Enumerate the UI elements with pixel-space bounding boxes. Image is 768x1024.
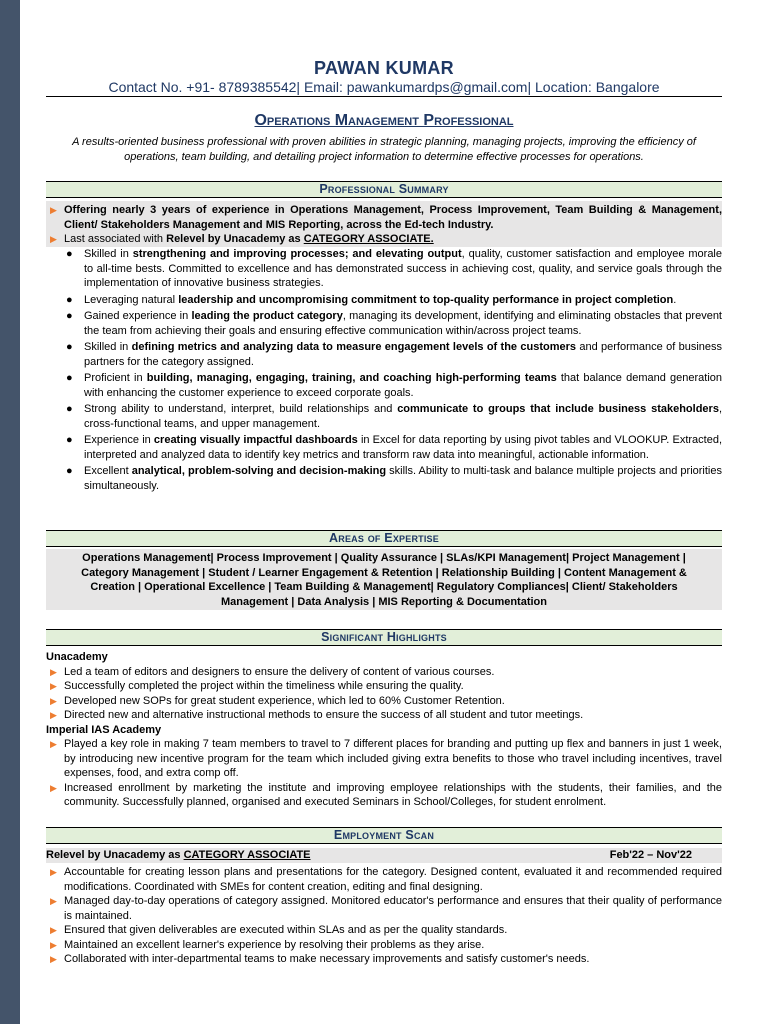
list-item: ▶ Played a key role in making 7 team members to travel to 7 different places for branding and putting up flex and banners in just 1 week, by introducing new incentive program for the team which included giving extra benefits to those who travel including incentives, travel expenses, food, and extra comp off. — [50, 738, 722, 779]
list-item: ● Strong ability to understand, interpret, build relationships and communicate to groups that include business stakeholders, cross-functional teams, and upper management. — [66, 403, 722, 430]
section-heading-expertise: Areas of Expertise — [46, 530, 722, 547]
list-item: ● Proficient in building, managing, engaging, training, and coaching high-performing teams that balance demand generation with enhancing the customer experience to exceed corporate goals. — [66, 372, 723, 399]
left-accent-bar — [0, 0, 20, 1024]
highlight-role: CATEGORY ASSOCIATE. — [303, 233, 434, 245]
company-name: Imperial IAS Academy — [46, 723, 162, 736]
list-item — [46, 203, 722, 232]
profile-headline: Operations Management Professional — [254, 112, 514, 129]
list-item: ● Skilled in strengthening and improving processes; and elevating output, quality, customer satisfaction and employee morale to all-time bests. Committed to excellence and has demonstrated success in achieving cost, quality, and service goals through the implementation of innovative business strategies. — [66, 248, 722, 289]
arrow-icon: ▶ — [50, 710, 57, 720]
list-item: ● Experience in creating visually impactful dashboards in Excel for data reporting by using pivot tables and VLOOKUP. Extracted, interpreted and analyzed data to identify key metrics and transform raw data into meaningful, actionable information. — [66, 434, 723, 461]
role-title: CATEGORY ASSOCIATE — [183, 849, 311, 861]
summary-highlights — [46, 203, 722, 247]
arrow-icon: ▶ — [50, 739, 57, 749]
company-name: Unacademy — [46, 651, 108, 663]
list-item: ● Leveraging natural leadership and uncompromising commitment to top-quality performance in project completion. — [66, 293, 677, 306]
list-item: ● Excellent analytical, problem-solving and decision-making skills. Ability to multi-task and balance multiple projects and priorities simultaneously. — [66, 465, 722, 492]
arrow-icon: ▶ — [50, 925, 57, 935]
role-row — [46, 848, 722, 863]
list-item: ▶ Successfully completed the project within the timeliness while ensuring the quality. — [50, 680, 464, 692]
list-item: ▶ Managed day-to-day operations of category assigned. Monitored educator's performance and ensures that their quality of performance is maintained. — [50, 895, 722, 922]
list-item: ▶ Ensured that given deliverables are executed within SLAs and as per the quality standards. — [50, 924, 508, 936]
candidate-name: PAWAN KUMAR — [314, 58, 454, 78]
arrow-icon: ▶ — [50, 782, 57, 793]
arrow-icon: ▶ — [50, 666, 57, 677]
highlights-content — [46, 650, 722, 810]
bullet-icon: ● — [66, 403, 73, 415]
profile-intro: A results-oriented business professional with proven abilities in strategic planning, managing projects, improving the efficiency of operations, team building, and detailing project information to determine effective processes for operations. — [72, 136, 696, 163]
arrow-icon: ▶ — [50, 896, 57, 906]
bullet-icon: ● — [66, 372, 73, 384]
arrow-icon: ▶ — [50, 205, 57, 215]
list-item: ● Skilled in defining metrics and analyzing data to measure engagement levels of the customers and performance of business partners for the category assigned. — [66, 341, 723, 368]
list-item: ▶ Collaborated with inter-departmental teams to make necessary improvements and satisfy customer's needs. — [50, 953, 590, 965]
list-item — [46, 232, 722, 247]
arrow-icon: ▶ — [50, 695, 57, 706]
section-heading-employment: Employment Scan — [46, 827, 722, 844]
list-item: ▶ Accountable for creating lesson plans and presentations for the category. Designed content, evaluated it and recommended required modifications. Coordinated with SMEs for content creation, editing and final designing. — [50, 866, 722, 893]
list-item: ▶ Led a team of editors and designers to ensure the delivery of content of various courses. — [50, 665, 495, 678]
list-item: ● Gained experience in leading the product category, managing its development, identifying and eliminating obstacles that prevent the team from achieving their goals and ensuring effective communication within/across project teams. — [66, 310, 722, 337]
bullet-icon: ● — [66, 341, 73, 353]
highlight-text: Offering nearly 3 years of experience in Operations Management, Process Improvement, Team Building & Management, Client/ Stakeholders Management and MIS Reporting, across the Ed-tech Industry. — [64, 204, 722, 231]
role-company: Relevel by Unacademy as — [46, 849, 184, 861]
expertise-list: Operations Management| Process Improvement | Quality Assurance | SLAs/KPI Management| Project Management | Category Management | Student / Learner Engagement & Retention | Relationship Building | Content Management & Creation | Operational Excellence | Team Building & Management| Regulatory Compliances| Client/ Stakeholders Management | Data Analysis | MIS Reporting & Documentation — [81, 552, 687, 608]
employment-items — [46, 865, 722, 967]
section-heading-highlights: Significant Highlights — [46, 629, 722, 646]
highlight-text: Last associated with — [64, 233, 167, 245]
bullet-icon: ● — [66, 465, 73, 477]
list-item: ▶ Developed new SOPs for great student experience, which led to 60% Customer Retention. — [50, 694, 505, 707]
arrow-icon: ▶ — [50, 954, 57, 964]
list-item: ▶ Increased enrollment by marketing the institute and improving employee relationships with the students, their families, and the community. Successfully planned, organised and executed Seminars in School/Colleges, for student enrolment. — [50, 781, 722, 808]
arrow-icon: ▶ — [50, 939, 57, 950]
highlight-company: Relevel by Unacademy as — [166, 233, 304, 245]
bullet-icon: ● — [66, 293, 73, 306]
arrow-icon: ▶ — [50, 234, 57, 244]
bullet-icon: ● — [66, 434, 73, 446]
contact-line: Contact No. +91- 8789385542| Email: pawankumardps@gmail.com| Location: Bangalore — [108, 79, 660, 95]
bullet-icon: ● — [66, 248, 73, 260]
summary-bullets — [46, 247, 722, 495]
bullet-icon: ● — [66, 310, 73, 322]
role-dates: Feb'22 – Nov'22 — [609, 849, 692, 861]
arrow-icon: ▶ — [50, 867, 57, 877]
header-divider — [46, 96, 722, 97]
arrow-icon: ▶ — [50, 681, 57, 691]
section-heading-summary: Professional Summary — [46, 181, 722, 198]
list-item: ▶ Maintained an excellent learner's experience by resolving their problems as they arise. — [50, 938, 485, 951]
list-item: ▶ Directed new and alternative instructional methods to ensure the success of all student and tutor meetings. — [50, 709, 584, 721]
